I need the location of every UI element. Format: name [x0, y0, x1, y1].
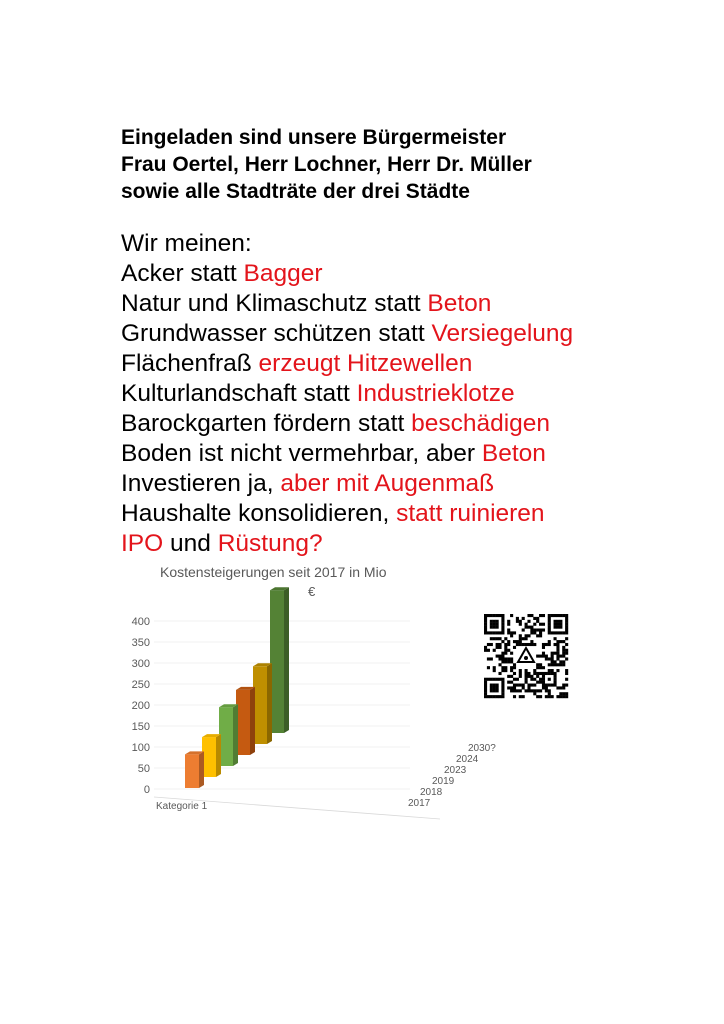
y-tick-label: 300	[131, 658, 150, 670]
slogan-line	[121, 409, 661, 439]
slogan-highlight: Versiegelung	[431, 320, 574, 347]
slogan-line	[121, 229, 661, 259]
slogan-list	[121, 229, 661, 559]
heading-line: Frau Oertel, Herr Lochner, Herr Dr. Müller	[121, 153, 532, 176]
slogan-line	[121, 439, 661, 469]
series-depth-label: 2018	[420, 787, 443, 798]
slogan-line	[121, 379, 661, 409]
chart-bar	[253, 663, 272, 744]
slogan-highlight: beschädigen	[411, 410, 551, 437]
y-tick-label: 350	[131, 637, 150, 649]
slogan-text: Investieren ja,	[121, 470, 281, 497]
slogan-text: Natur und Klimaschutz statt	[121, 290, 428, 317]
y-tick-label: 200	[131, 700, 150, 712]
y-tick-label: 400	[131, 616, 150, 628]
qr-code-icon	[484, 614, 568, 698]
invitation-heading	[121, 124, 641, 205]
slogan-text: Acker statt	[121, 260, 244, 287]
slogan-text: Boden ist nicht vermehrbar, aber	[121, 440, 482, 467]
chart-bar	[219, 704, 238, 766]
chart-title-unit: €	[308, 584, 316, 599]
chart-bar	[202, 734, 221, 777]
slogan-text: Kulturlandschaft statt	[121, 380, 357, 407]
chart-bar	[236, 687, 255, 755]
slogan-text: Grundwasser schützen statt	[121, 320, 432, 347]
slogan-highlight: aber mit Augenmaß	[280, 470, 495, 497]
slogan-line	[121, 259, 661, 289]
slogan-highlight: Beton	[481, 440, 546, 467]
slogan-text: Wir meinen:	[121, 230, 252, 257]
slogan-highlight: IPO	[121, 530, 164, 557]
slogan-highlight: Bagger	[243, 260, 323, 287]
chart-title: Kostensteigerungen seit 2017 in Mio	[160, 564, 387, 580]
cost-increase-chart	[110, 555, 496, 825]
heading-line: Eingeladen sind unsere Bürgermeister	[121, 126, 507, 149]
slogan-highlight: erzeugt Hitzewellen	[258, 350, 473, 377]
y-tick-label: 150	[131, 721, 150, 733]
slogan-text: Barockgarten fördern statt	[121, 410, 412, 437]
series-depth-label: 2019	[432, 776, 455, 787]
y-tick-label: 0	[143, 784, 150, 796]
slogan-line	[121, 289, 661, 319]
series-depth-label: 2017	[408, 798, 431, 809]
slogan-highlight: statt ruinieren	[396, 500, 545, 527]
slogan-text: und	[163, 530, 218, 557]
series-depth-label: 2023	[444, 765, 467, 776]
chart-bar	[185, 751, 204, 788]
x-category-label: Kategorie 1	[156, 801, 208, 812]
slogan-line	[121, 469, 661, 499]
series-depth-label: 2030?	[468, 743, 496, 754]
slogan-line	[121, 319, 661, 349]
slogan-text: Flächenfraß	[121, 350, 259, 377]
slogan-highlight: Industrieklotze	[356, 380, 515, 407]
chart-bar	[270, 587, 289, 733]
slogan-highlight: Beton	[427, 290, 492, 317]
slogan-line	[121, 349, 661, 379]
y-tick-label: 250	[131, 679, 150, 691]
y-tick-label: 100	[131, 742, 150, 754]
slogan-highlight: Rüstung?	[217, 530, 323, 557]
heading-line: sowie alle Stadträte der drei Städte	[121, 180, 470, 203]
slogan-line	[121, 499, 661, 529]
series-depth-label: 2024	[456, 754, 479, 765]
slogan-text: Haushalte konsolidieren,	[121, 500, 397, 527]
y-tick-label: 50	[137, 763, 150, 775]
